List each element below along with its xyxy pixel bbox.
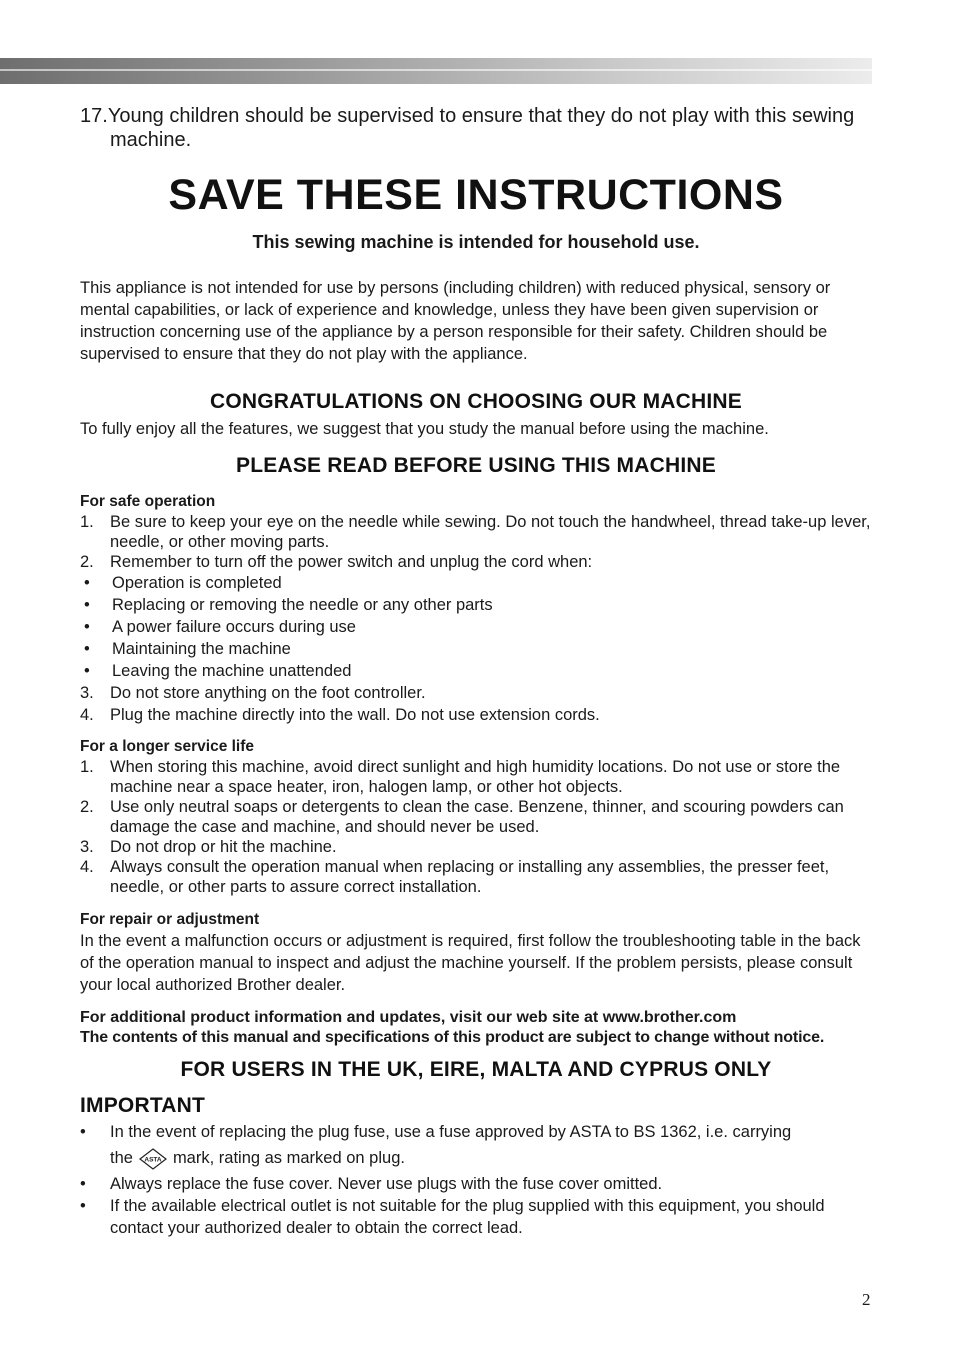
asta-mark-text: ASTA <box>144 1156 162 1164</box>
item-number: 2. <box>80 798 94 816</box>
item-number: 3. <box>80 684 94 702</box>
uk-list <box>80 1121 872 1239</box>
list-item <box>80 638 872 660</box>
item-text: Plug the machine directly into the wall. Do not use extension cords. <box>110 706 600 724</box>
unplug-conditions-list <box>80 572 872 682</box>
list-item <box>80 837 872 857</box>
list-item <box>80 1173 872 1195</box>
please-read-heading: PLEASE READ BEFORE USING THIS MACHINE <box>236 454 716 477</box>
household-note: This sewing machine is intended for household use. <box>252 232 700 252</box>
list-item <box>80 616 872 638</box>
bullet-icon: • <box>84 662 90 680</box>
page-number: 2 <box>862 1290 871 1309</box>
important-heading: IMPORTANT <box>80 1094 206 1117</box>
list-item <box>80 797 872 837</box>
bullet-icon: • <box>80 1197 86 1215</box>
list-item <box>80 682 872 704</box>
item-number: 1. <box>80 513 94 531</box>
item-number: 1. <box>80 758 94 776</box>
list-item <box>80 552 872 682</box>
service-life-list <box>80 757 872 897</box>
appliance-paragraph: This appliance is not intended for use by persons (including children) with reduced physical, sensory or mental capabilities, or lack of experience and knowledge, unless they have been given supervision or instruction concerning use of the appliance by a person responsible for their safety. Children should be supervised to ensure that they do not play with the appliance. <box>80 279 831 363</box>
bullet-text: mark, rating as marked on plug. <box>172 1149 405 1167</box>
item-number: 2. <box>80 553 94 571</box>
bullet-icon: • <box>84 618 90 636</box>
item-number: 3. <box>80 838 94 856</box>
item-number: 4. <box>80 706 94 724</box>
asta-mark-icon <box>139 1148 167 1170</box>
bullet-text: In the event of replacing the plug fuse, use a fuse approved by ASTA to BS 1362, i.e. carrying <box>110 1123 792 1141</box>
safe-operation-heading: For safe operation <box>80 493 216 510</box>
bullet-text: Replacing or removing the needle or any other parts <box>112 596 493 614</box>
bullet-text: A power failure occurs during use <box>112 618 356 636</box>
bullet-text: the <box>110 1149 133 1167</box>
list-item <box>80 1121 872 1173</box>
list-item <box>80 660 872 682</box>
repair-text: In the event a malfunction occurs or adjustment is required, first follow the troubleshooting table in the back of the operation manual to inspect and adjust the machine yourself. If the problem persists, please consult your local authorized Brother dealer. <box>80 932 861 994</box>
bullet-text: If the available electrical outlet is not suitable for the plug supplied with this equipment, you should contact your authorized dealer to obtain the correct lead. <box>110 1197 825 1237</box>
item-text: When storing this machine, avoid direct sunlight and high humidity locations. Do not use or store the machine near a space heater, iron, halogen lamp, or other hot objects. <box>110 758 841 796</box>
additional-info-line-1: For additional product information and updates, visit our web site at www.brother.com <box>80 1009 737 1026</box>
list-item <box>80 1195 872 1239</box>
list-item <box>80 757 872 797</box>
bullet-icon: • <box>84 596 90 614</box>
safe-operation-list <box>80 512 872 726</box>
item-17 <box>80 104 872 152</box>
list-item <box>80 512 872 552</box>
list-item <box>80 572 872 594</box>
list-item <box>80 857 872 897</box>
congrats-heading: CONGRATULATIONS ON CHOOSING OUR MACHINE <box>209 390 742 413</box>
page-title: SAVE THESE INSTRUCTIONS <box>168 171 784 219</box>
list-item <box>80 704 872 726</box>
asta-line <box>110 1149 405 1167</box>
bullet-text: Maintaining the machine <box>112 640 291 658</box>
item-text: Be sure to keep your eye on the needle while sewing. Do not touch the handwheel, thread take-up lever, needle, or other moving parts. <box>110 513 871 551</box>
item-text: Use only neutral soaps or detergents to clean the case. Benzene, thinner, and scouring powders can damage the case and machine, and should never be used. <box>110 798 844 836</box>
item-17-text: Young children should be supervised to ensure that they do not play with this sewing machine. <box>107 105 855 151</box>
item-text: Always consult the operation manual when replacing or installing any assemblies, the presser feet, needle, or other parts to assure correct installation. <box>110 858 830 896</box>
item-text: Do not drop or hit the machine. <box>110 838 337 856</box>
item-text: Remember to turn off the power switch and unplug the cord when: <box>110 553 593 571</box>
bullet-icon: • <box>84 574 90 592</box>
bullet-text: Operation is completed <box>112 574 282 592</box>
service-life-heading: For a longer service life <box>80 738 255 755</box>
page-content <box>80 104 872 1239</box>
repair-heading: For repair or adjustment <box>80 911 260 928</box>
bullet-text: Leaving the machine unattended <box>112 662 352 680</box>
bullet-text: Always replace the fuse cover. Never use plugs with the fuse cover omitted. <box>110 1175 663 1193</box>
list-item <box>80 594 872 616</box>
item-number: 4. <box>80 858 94 876</box>
item-17-number: 17. <box>80 105 108 127</box>
congrats-text: To fully enjoy all the features, we suggest that you study the manual before using the machine. <box>80 420 769 438</box>
header-gradient-bar <box>0 58 872 84</box>
item-text: Do not store anything on the foot controller. <box>110 684 426 702</box>
uk-heading: FOR USERS IN THE UK, EIRE, MALTA AND CYPRUS ONLY <box>180 1058 772 1081</box>
bullet-icon: • <box>84 640 90 658</box>
additional-info <box>80 1008 872 1048</box>
bullet-icon: • <box>80 1175 86 1193</box>
additional-info-line-2: The contents of this manual and specifications of this product are subject to change without notice. <box>80 1029 825 1046</box>
bullet-icon: • <box>80 1123 86 1141</box>
